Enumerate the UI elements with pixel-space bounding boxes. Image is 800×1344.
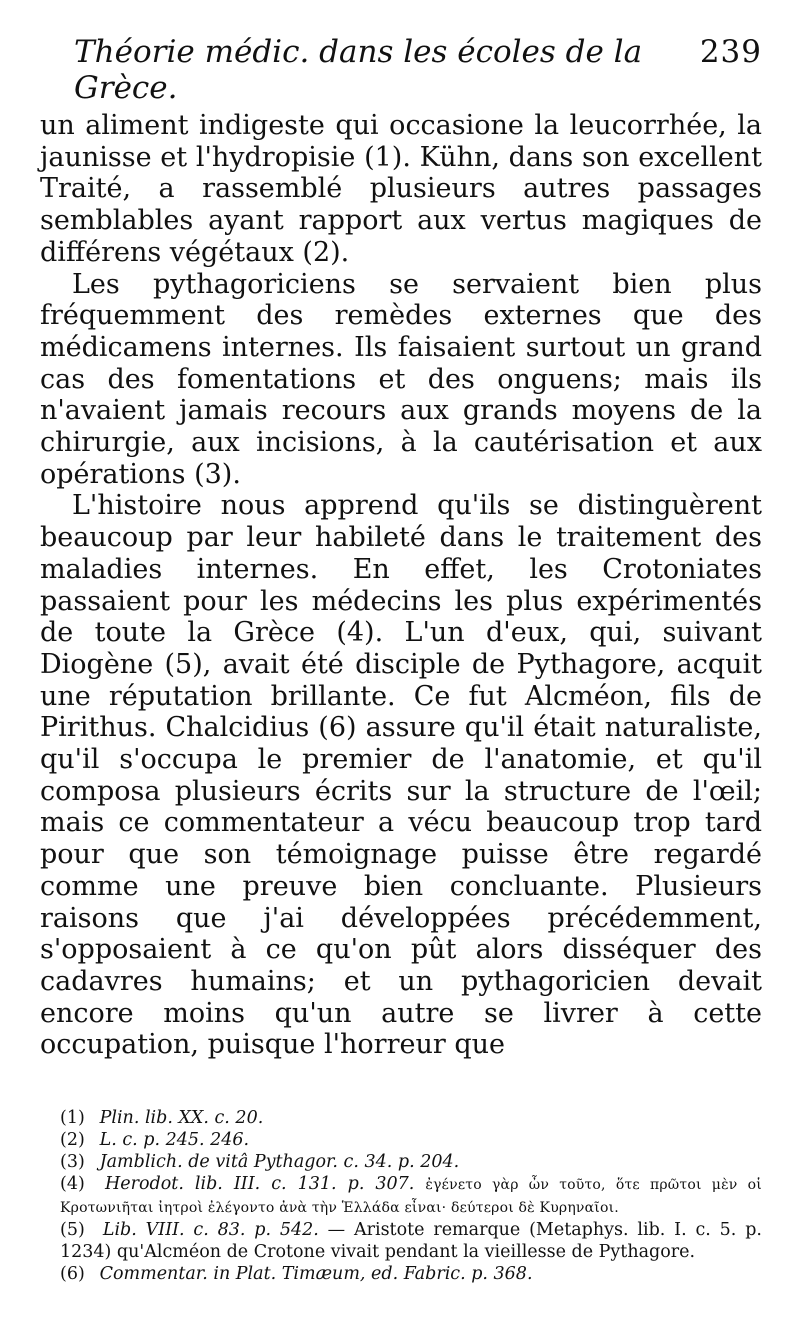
footnote	[60, 1107, 762, 1129]
paragraph: Les pythagoriciens se servaient bien plus fréquemment des remèdes externes que des médicamens internes. Ils faisaient surtout un grand cas des fomentations et des onguens; mais ils n'avaient jamais recours aux grands moyens de la chirurgie, aux incisions, à la cautérisation et aux opérations (3).	[40, 268, 762, 490]
footnote-greek-quote: ἐγένετο γὰρ ὦν τοῦτο, ὅτε πρῶτοι μὲν οἱ Κροτωνιῆται ἰητροὶ ἐλέγοντο ἀνὰ τὴν Ἑλλάδα εἶναι· δεύτεροι δὲ Κυρηναῖοι.	[60, 1177, 762, 1217]
footnote-mark: (6)	[60, 1264, 85, 1285]
running-head-title: Théorie médic. dans les écoles de la Grèce.	[74, 34, 643, 106]
page-number: 239	[699, 34, 762, 70]
footnote-reference: Jamblich. de vitâ Pythagor. c. 34. p. 204.	[99, 1152, 460, 1173]
footnote-reference: Commentar. in Plat. Timæum, ed. Fabric. p. 368.	[99, 1264, 533, 1285]
footnote-reference: Plin. lib. XX. c. 20.	[99, 1108, 264, 1129]
paragraph: un aliment indigeste qui occasione la leucorrhée, la jaunisse et l'hydropisie (1). Kühn, dans son excellent Traité, a rassemblé plusieurs autres passages semblables ayant rapport aux vertus magiques de différens végétaux (2).	[40, 110, 762, 268]
paragraph: L'histoire nous apprend qu'ils se distinguèrent beaucoup par leur habileté dans le traitement des maladies internes. En effet, les Crotoniates passaient pour les médecins les plus expérimentés de toute la Grèce (4). L'un d'eux, qui, suivant Diogène (5), avait été disciple de Pythagore, acquit une réputation brillante. Ce fut Alcméon, fils de Pirithus. Chalcidius (6) assure qu'il était naturaliste, qu'il s'occupa le premier de l'anatomie, et qu'il composa plusieurs écrits sur la structure de l'œil; mais ce commentateur a vécu beaucoup trop tard pour que son témoignage puisse être regardé comme une preuve bien concluante. Plusieurs raisons que j'ai développées précédemment, s'opposaient à ce qu'on pût alors disséquer des cadavres humains; et un pythagoricien devait encore moins qu'un autre se livrer à cette occupation, puisque l'horreur que	[40, 490, 762, 1061]
footnote	[60, 1219, 762, 1263]
footnotes	[40, 1107, 762, 1285]
running-head	[74, 34, 762, 106]
footnote-mark: (1)	[60, 1108, 85, 1129]
footnote	[60, 1129, 762, 1151]
footnote-mark: (4)	[60, 1174, 85, 1195]
footnote	[60, 1173, 762, 1219]
footnote-mark: (2)	[60, 1130, 85, 1151]
footnote-text: — Aristote remarque (Metaphys. lib. I. c. 5. p. 1234) qu'Alcméon de Crotone vivait pendant la vieillesse de Pythagore.	[60, 1220, 762, 1263]
footnote-reference: L. c. p. 245. 246.	[99, 1130, 250, 1151]
footnote-reference: Lib. VIII. c. 83. p. 542.	[102, 1220, 319, 1241]
footnote	[60, 1263, 762, 1285]
footnote-mark: (5)	[60, 1220, 85, 1241]
footnote	[60, 1151, 762, 1173]
footnote-mark: (3)	[60, 1152, 85, 1173]
body-text	[40, 110, 762, 1061]
footnote-reference: Herodot. lib. III. c. 131. p. 307.	[105, 1174, 415, 1195]
